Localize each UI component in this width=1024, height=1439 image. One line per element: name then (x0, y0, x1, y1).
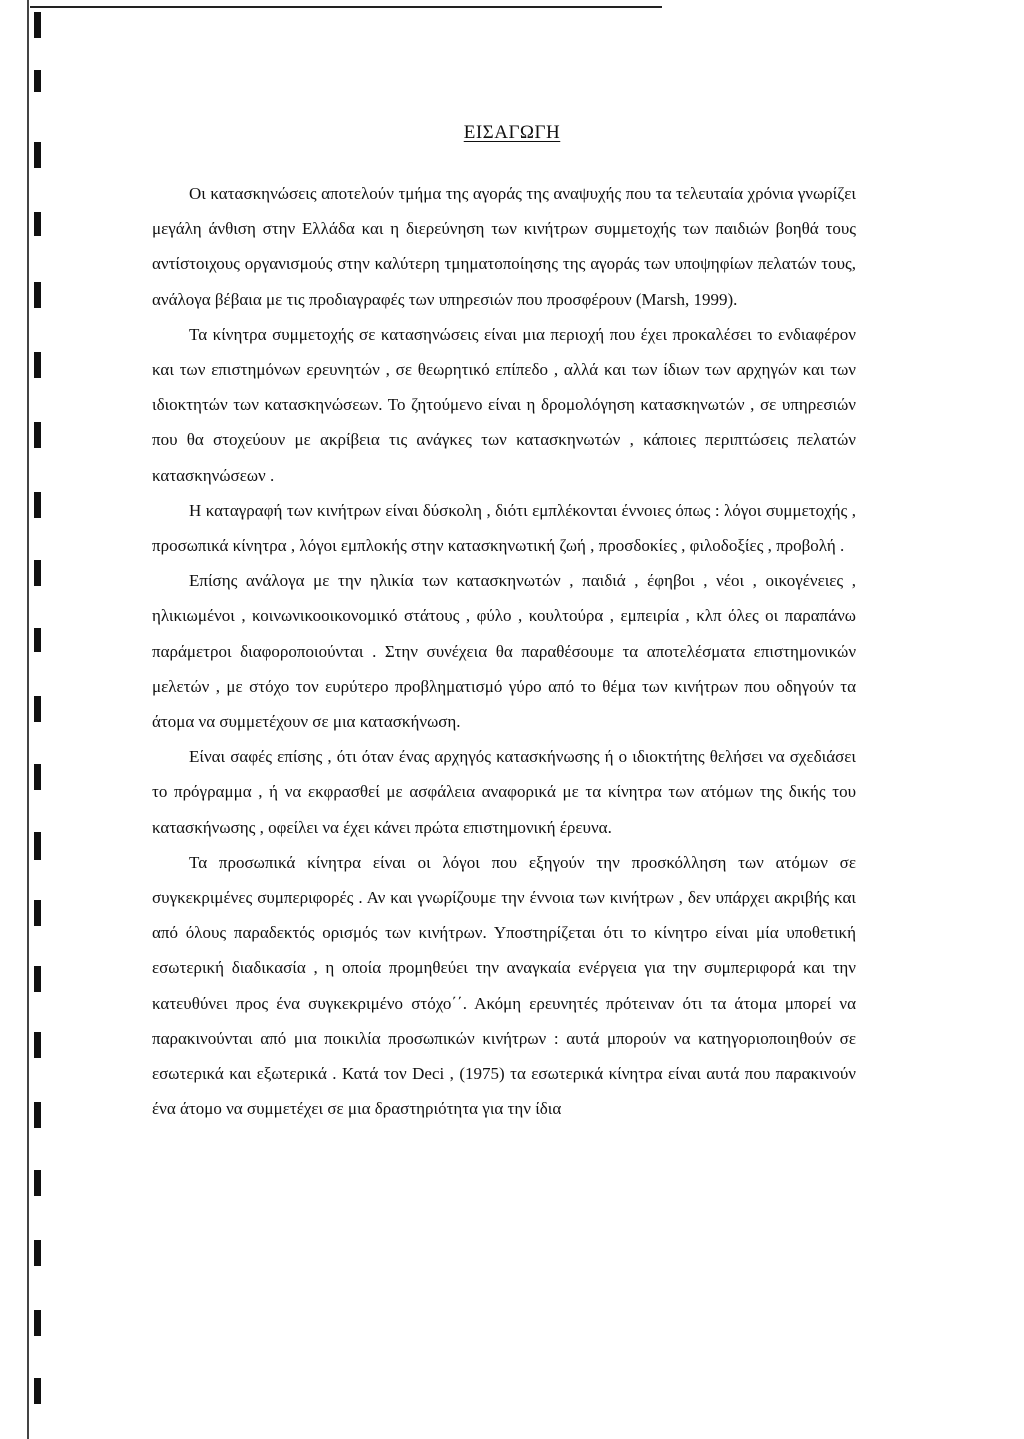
binding-hole (34, 142, 41, 168)
binding-hole (34, 1378, 41, 1404)
binding-hole (34, 70, 41, 92)
body-text (152, 176, 856, 1126)
paragraph-3: Η καταγραφή των κινήτρων είναι δύσκολη , διότι εμπλέκονται έννοιες όπως : λόγοι συμμετοχής , προσωπικά κίνητρα , λόγοι εμπλοκής στην κατασκηνωτική ζωή , προσδοκίες , φιλοδοξίες , προβολή . (152, 500, 856, 556)
paragraph-1: Οι κατασκηνώσεις αποτελούν τμήμα της αγοράς της αναψυχής που τα τελευταία χρόνια γνωρίζει μεγάλη άνθιση στην Ελλάδα και η διερεύνηση των κινήτρων συμμετοχής των παιδιών βοηθά τους αντίστοιχους οργανισμούς στην καλύτερη τμηματοποίησης της αγοράς των υποψηφίων πελατών τους, ανάλογα βέβαια με τις προδιαγραφές των υπηρεσιών που προσφέρουν (Marsh, 1999). (152, 184, 856, 309)
paragraph-6: Τα προσωπικά κίνητρα είναι οι λόγοι που εξηγούν την προσκόλληση των ατόμων σε συγκεκριμένες συμπεριφορές . Αν και γνωρίζουμε την έννοια των κινήτρων , δεν υπάρχει ακριβής και από όλους παραδεκτός ορισμός των κινήτρων. Υποστηρίζεται ότι το κίνητρο είναι μία υποθετική εσωτερική διαδικασία , η οποία προμηθεύει την αναγκαία ενέργεια για την συμπεριφορά και την κατευθύνει προς ένα συγκεκριμένο στόχο΄΄. Ακόμη ερευνητές πρότειναν ότι τα άτομα μπορεί να παρακινούνται από μια ποικιλία προσωπικών κινήτρων : αυτά μπορούν να κατηγοριοποιηθούν σε εσωτερικά και εξωτερικά . Κατά τον Deci , (1975) τα εσωτερικά κίνητρα είναι αυτά που παρακινούν ένα άτομο να συμμετέχει σε μια δραστηριότητα για την ίδια (152, 852, 856, 1119)
binding-line (27, 0, 29, 1439)
binding-hole (34, 1240, 41, 1266)
binding-strip (0, 0, 40, 1439)
binding-hole (34, 422, 41, 448)
binding-hole (34, 696, 41, 722)
top-rule (30, 6, 662, 8)
binding-hole (34, 352, 41, 378)
binding-hole (34, 212, 41, 236)
binding-hole (34, 12, 41, 38)
paragraph-2: Τα κίνητρα συμμετοχής σε κατασηνώσεις είναι μια περιοχή που έχει προκαλέσει το ενδιαφέρον και των επιστημόνων ερευνητών , σε θεωρητικό επίπεδο , αλλά και των ίδιων των αρχηγών και των ιδιοκτητών των κατασκηνώσεων. Το ζητούμενο είναι η δρομολόγηση κατασκηνωτών , σε υπηρεσιών που θα στοχεύουν με ακρίβεια τις ανάγκες των κατασκηνωτών , κάποιες περιπτώσεις πελατών κατασκηνώσεων . (152, 324, 856, 485)
page-title (0, 122, 1024, 144)
binding-hole (34, 764, 41, 790)
binding-hole (34, 560, 41, 586)
binding-hole (34, 1310, 41, 1336)
binding-hole (34, 628, 41, 652)
paragraph-4: Επίσης ανάλογα με την ηλικία των κατασκηνωτών , παιδιά , έφηβοι , νέοι , οικογένειες , ηλικιωμένοι , κοινωνικοοικονομικό στάτους , φύλο , κουλτούρα , εμπειρία , κλπ όλες οι παραπάνω παράμετροι διαφοροποιούνται . Στην συνέχεια θα παραθέσουμε τα αποτελέσματα επιστημονικών μελετών , με στόχο τον ευρύτερο προβληματισμό γύρο από το θέμα των κινήτρων που οδηγούν τα άτομα να συμμετέχουν σε μια κατασκήνωση. (152, 571, 856, 732)
binding-hole (34, 492, 41, 518)
binding-hole (34, 1032, 41, 1058)
binding-hole (34, 832, 41, 860)
binding-hole (34, 900, 41, 926)
binding-hole (34, 282, 41, 308)
paragraph-5: Είναι σαφές επίσης , ότι όταν ένας αρχηγός κατασκήνωσης ή ο ιδιοκτήτης θελήσει να σχεδιάσει το πρόγραμμα , ή να εκφρασθεί με ασφάλεια αναφορικά με τα κίνητρα των ατόμων της δικής του κατασκήνωσης , οφείλει να έχει κάνει πρώτα επιστημονική έρευνα. (152, 747, 856, 837)
binding-hole (34, 966, 41, 992)
binding-hole (34, 1170, 41, 1196)
page-title-text: ΕΙΣΑΓΩΓΗ (463, 122, 561, 143)
binding-hole (34, 1102, 41, 1128)
